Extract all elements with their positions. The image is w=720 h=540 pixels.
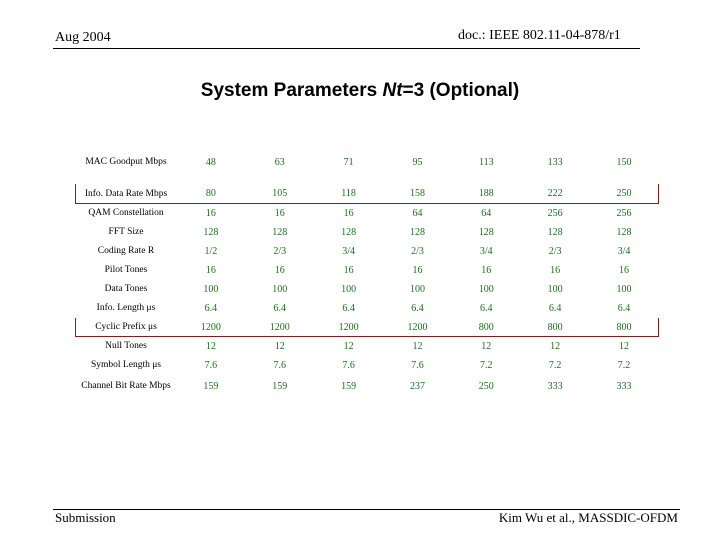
row-value: 188 — [452, 184, 521, 204]
row-value: 128 — [547, 226, 563, 238]
row-label: QAM Constellation — [88, 208, 164, 218]
row-value: 16 — [205, 264, 216, 276]
row-value: 12 — [619, 340, 630, 352]
row-value: 12 — [550, 340, 561, 352]
row-value: 100 — [341, 283, 357, 295]
table-row — [76, 318, 659, 337]
table-row — [76, 375, 659, 411]
row-value: 95 — [412, 157, 423, 168]
row-value: 333 — [616, 381, 632, 392]
row-value: 1200 — [383, 318, 452, 337]
table-row — [76, 261, 659, 280]
row-value: 80 — [177, 184, 246, 204]
row-label: Coding Rate R — [97, 246, 155, 256]
table-row — [76, 204, 659, 223]
row-value: 128 — [616, 226, 632, 238]
row-value: 6.4 — [480, 302, 493, 314]
row-label: Null Tones — [105, 341, 147, 351]
row-value: 1200 — [314, 318, 383, 337]
row-value: 7.6 — [204, 359, 218, 371]
row-value: 159 — [341, 381, 357, 392]
row-value: 7.2 — [480, 359, 493, 371]
row-value: 237 — [409, 381, 425, 392]
row-value: 250 — [590, 184, 659, 204]
row-label: Data Tones — [104, 284, 148, 294]
row-value: 7.2 — [617, 359, 631, 371]
row-value: 2/3 — [273, 245, 287, 257]
row-value: 6.4 — [617, 302, 631, 314]
footer-submission: Submission — [55, 510, 116, 525]
row-value: 128 — [272, 226, 288, 238]
header-divider — [53, 48, 640, 49]
row-value: 16 — [205, 207, 216, 219]
row-value: 159 — [272, 381, 288, 392]
header-date: Aug 2004 — [55, 30, 111, 45]
row-value: 16 — [481, 264, 492, 276]
row-value: 100 — [272, 283, 288, 295]
row-value: 133 — [547, 157, 563, 168]
row-value: 12 — [343, 340, 354, 352]
row-value: 16 — [550, 264, 561, 276]
row-value: 1/2 — [204, 245, 218, 257]
row-value: 256 — [616, 207, 632, 219]
row-value: 16 — [619, 264, 630, 276]
row-value: 64 — [412, 207, 423, 219]
row-value: 12 — [274, 340, 285, 352]
row-value: 63 — [274, 157, 285, 168]
row-value: 48 — [205, 157, 216, 168]
row-value: 800 — [521, 318, 590, 337]
row-label: Channel Bit Rate Mbps — [81, 381, 171, 391]
row-label: FFT Size — [108, 227, 144, 237]
row-value: 6.4 — [342, 302, 355, 314]
row-value: 16 — [343, 264, 354, 276]
table-row — [76, 184, 659, 204]
row-value: 158 — [383, 184, 452, 204]
header-doc-ref: doc.: IEEE 802.11-04-878/r1 — [458, 28, 621, 43]
row-value: 3/4 — [617, 245, 631, 257]
row-value: 150 — [616, 157, 632, 168]
row-value: 118 — [314, 184, 383, 204]
table-row — [76, 280, 659, 299]
row-label: Symbol Length μs — [90, 360, 161, 370]
row-label: Info. Data Rate Mbps — [76, 184, 177, 204]
row-value: 16 — [274, 207, 285, 219]
row-value: 100 — [203, 283, 219, 295]
row-label: Info. Length μs — [96, 303, 156, 313]
row-value: 128 — [478, 226, 494, 238]
table-row — [76, 223, 659, 242]
row-value: 800 — [452, 318, 521, 337]
row-value: 6.4 — [204, 302, 218, 314]
table-row — [76, 242, 659, 261]
table-row — [76, 148, 659, 184]
table-row — [76, 356, 659, 375]
row-value: 7.2 — [548, 359, 562, 371]
row-value: 71 — [343, 157, 354, 168]
row-label: MAC Goodput Mbps — [85, 157, 167, 167]
row-value: 105 — [245, 184, 314, 204]
row-value: 100 — [409, 283, 425, 295]
row-value: 12 — [412, 340, 423, 352]
row-value: 159 — [203, 381, 219, 392]
footer-author: Kim Wu et al., MASSDIC-OFDM — [498, 510, 678, 525]
row-value: 100 — [478, 283, 494, 295]
row-value: 128 — [409, 226, 425, 238]
row-value: 7.6 — [411, 359, 424, 371]
row-label: Cyclic Prefix μs — [76, 318, 177, 337]
row-value: 64 — [481, 207, 492, 219]
title-suffix: =3 (Optional) — [402, 80, 520, 101]
row-value: 333 — [547, 381, 563, 392]
system-parameters-table — [75, 147, 659, 411]
row-value: 256 — [547, 207, 563, 219]
title-italic: Nt — [382, 80, 403, 101]
table-row — [76, 337, 659, 356]
row-value: 128 — [203, 226, 219, 238]
row-value: 250 — [478, 381, 494, 392]
row-value: 6.4 — [411, 302, 424, 314]
row-value: 222 — [521, 184, 590, 204]
row-value: 16 — [274, 264, 285, 276]
row-value: 7.6 — [273, 359, 287, 371]
row-value: 100 — [547, 283, 563, 295]
row-value: 1200 — [245, 318, 314, 337]
row-value: 113 — [478, 157, 494, 168]
row-value: 3/4 — [342, 245, 355, 257]
row-value: 1200 — [177, 318, 246, 337]
row-value: 3/4 — [479, 245, 493, 257]
row-value: 12 — [481, 340, 492, 352]
row-value: 16 — [343, 207, 354, 219]
table-row — [76, 299, 659, 318]
row-value: 128 — [341, 226, 357, 238]
row-value: 7.6 — [342, 359, 355, 371]
row-label: Pilot Tones — [104, 265, 148, 275]
row-value: 2/3 — [548, 245, 562, 257]
row-value: 6.4 — [548, 302, 562, 314]
row-value: 16 — [412, 264, 423, 276]
row-value: 100 — [616, 283, 632, 295]
title-prefix: System Parameters — [200, 80, 383, 101]
slide-title — [0, 80, 720, 102]
row-value: 6.4 — [273, 302, 287, 314]
row-value: 12 — [205, 340, 216, 352]
row-value: 800 — [590, 318, 659, 337]
row-value: 2/3 — [411, 245, 424, 257]
